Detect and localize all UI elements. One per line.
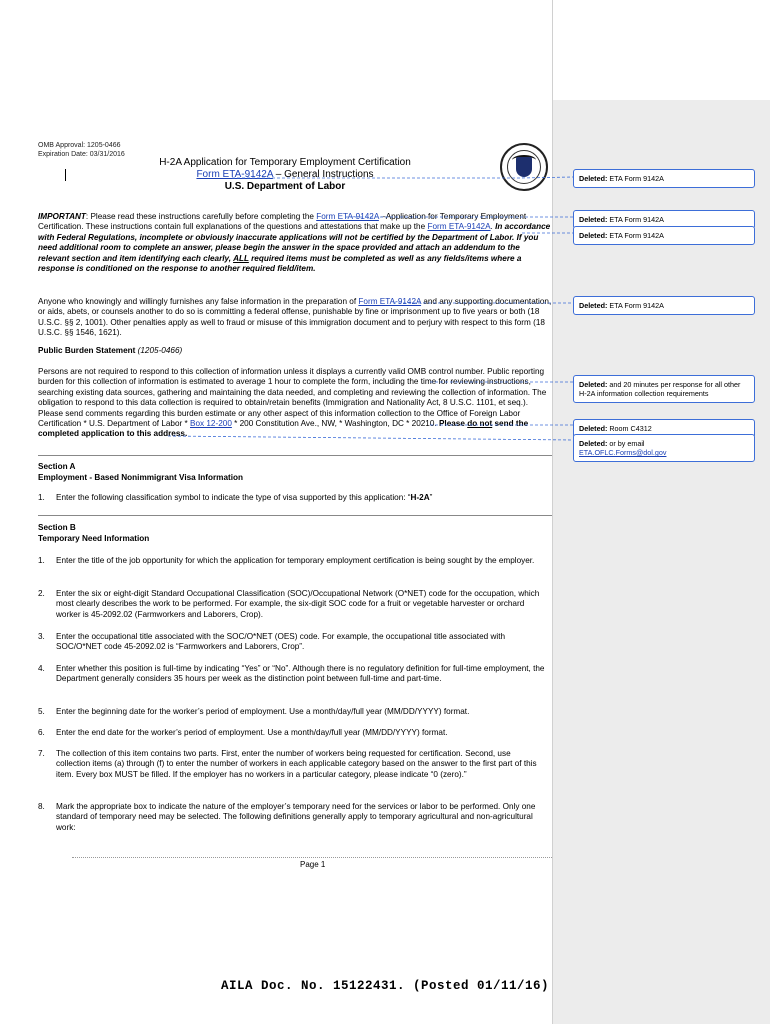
section-divider [38, 455, 552, 456]
inserted-box-number[interactable]: Box 12-200 [190, 419, 232, 429]
comment-balloon[interactable]: Deleted: ETA Form 9142A [573, 169, 755, 188]
penalty-paragraph[interactable]: Anyone who knowingly and willingly furnishes any false information in the preparation of Form ETA-9142A and any supporting documentation, or aids, abets, or counsels another to do so is committing a federal offense, punishable by fine or imprisonment up to five years or both (18 U.S.C. §§ 2, 1001). Other penalties apply as well to fraud or misuse of this immigration document and to perjury with respect to this form (18 U.S.C. §§ 1546, 1621). [38, 297, 552, 338]
burden-paragraph[interactable]: Persons are not required to respond to this collection of information unless it displays a currently valid OMB control number. Public reporting burden for this collection of information is estimated to average 1 hour to complete the form, including the time for reviewing instructions, searching existing data sources, gathering and maintaining the data needed, and completing and reviewing the collection of information. The obligation to respond to this data collection is required to obtain/retain benefits (Immigration and Nationality Act, 8 U.S.C. 1101, et seq.). Please send comments regarding this burden estimate or any other aspect of this information collection to the Office of Foreign Labor Certification * U.S. Department of Labor * Box 12-200 * 200 Constitution Ave., NW, * Washington, DC * 20210. Please do not send the completed application to this address. [38, 367, 547, 439]
omb-approval: OMB Approval: 1205-0466 [38, 142, 121, 149]
inserted-form-name[interactable]: Form ETA-9142A [358, 297, 422, 306]
important-paragraph[interactable]: IMPORTANT: Please read these instructions carefully before completing the Form ETA-9142A –Application for Temporary Employment Certification. These instructions contain full explanations of the questions and attestations that make up the Form ETA-9142A. In accordance with Federal Regulations, incomplete or obviously inaccurate applications will not be certified by the Department of Labor. If you need additional room to complete an answer, please begin the answer in the space provided and attach an addendum to the relevant section and item identifying each clearly, ALL required items must be completed as well as any fields/items where a response is conditioned on the response to another required field/item. [38, 212, 551, 274]
email-link[interactable]: ETA.OFLC.Forms@dol.gov [579, 448, 667, 457]
document-page: OMB Approval: 1205-0466 Expiration Date: 03/31/2016 H-2A Application for Temporary Employment Certification Form ETA-9142A – General Instructions U.S. Department of Labor IMPORTANT: Please read these instructions carefully before completing the Form ETA-9142A –Application for Temporary Employment Certification. These instructions contain full explanations of the questions and attestations that make up the Form ETA-9142A. In accordance with Federal Regulations, incomplete or obviously inaccurate applications will not be certified by the Department of Labor. If you need additional room to complete an answer, please begin the answer in the space provided and attach an addendum to the relevant section and item identifying each clearly, ALL required items must be completed as well as any fields/items where a response is conditioned on the response to another required field/item. Anyone who knowingly and willingly furnishes any false information in the preparation of Form ETA-9142A and any supporting documentation, or aids, abets, or counsels another to do so is committing a federal offense, punishable by fine or imprisonment up to five years or both (18 U.S.C. §§ 2, 1001). Other penalties apply as well to fraud or misuse of this immigration document and to perjury with respect to this form (18 U.S.C. §§ 1546, 1621). Public Burden Statement (1205-0466) Persons are not required to respond to this collection of information unless it displays a currently valid OMB control number. Public reporting burden for this collection of information is estimated to average 1 hour to complete the form, including the time for reviewing instructions, searching existing data sources, gathering and maintaining the data needed, and completing and reviewing the collection of information. The obligation to respond to this data collection is required to obtain/retain benefits (Immigration and Nationality Act, 8 U.S.C. 1101, et seq.). Please send comments regarding this burden estimate or any other aspect of this information collection to the Office of Foreign Labor Certification * U.S. Department of Labor * Box 12-200 * 200 Constitution Ave., NW, * Washington, DC * 20210. Please do not send the completed application to this address. Section A Employment - Based Nonimmigrant Visa Information 1. Enter the following classification symbol to indicate the type of visa supported by this application: “H-2A” Section B Temporary Need Information 1. Enter the title of the job opportunity for which the application for temporary employment certification is being sought by the employer. 2. Enter the six or eight-digit Standard Occupational Classification (SOC)/Occupational Network (O*NET) code for the occupation, which most clearly describes the work to be performed. For example, the six-digit SOC code for a fruit or vegetable harvester or orchard worker is 45-2092.02 (Farmworkers and Laborers, Crop). 3. Enter the occupational title associated with the SOC/O*NET (OES) code. For example, the occupational title associated with SOC/O*NET code 45-2092.02 is “Farmworkers and Laborers, Crop”. 4. Enter whether this position is full-time by indicating “Yes” or “No”. Although there is no regulatory definition for full-time employment, the Department generally considers 35 hours per week as the distinction point between full-time and part-time. 5. Enter the beginning date for the worker’s period of employment. Use a month/day/full year (MM/DD/YYYY) format. 6. Enter the end date for the worker’s period of employment. Use a month/day/full year (MM/DD/YYYY) format. 7. The collection of this item contains two parts. First, enter the number of workers being requested for certification. Second, use collection items (a) through (f) to enter the number of workers in each applicable category based on the answer to the first part of this item. Every box MUST be filled. If the employer has no workers in a particular category, please indicate “0 (zero).” 8. Mark the appropriate box to indicate the nature of the employer’s temporary need for the services or labor to be performed. Only one standard of temporary need may be selected. The following definitions generally apply to temporary agricultural and non-agricultural work: Page 1 [0, 0, 552, 1024]
margin-pane-top [553, 0, 770, 100]
burden-heading: Public Burden Statement (1205-0466) [38, 346, 183, 355]
omb-info [38, 141, 125, 159]
title-line-1: H-2A Application for Temporary Employment Certification [159, 157, 411, 168]
page-number: Page 1 [300, 860, 326, 869]
seal-shield [516, 157, 532, 177]
section-divider [38, 515, 552, 516]
document-title [150, 157, 420, 193]
comment-balloon[interactable]: Deleted: Room C4312 [573, 419, 755, 438]
aila-footer-stamp: AILA Doc. No. 15122431. (Posted 01/11/16) [220, 979, 550, 993]
dol-seal-icon [500, 143, 548, 191]
inserted-form-name[interactable]: Form ETA-9142A [196, 169, 273, 180]
comment-balloon[interactable]: Deleted: and 20 minutes per response for all other H-2A information collection requirements [573, 375, 755, 403]
section-b-heading: Section B Temporary Need Information [38, 523, 150, 543]
comment-balloon[interactable]: Deleted: ETA Form 9142A [573, 210, 755, 229]
expiration-date: Expiration Date: 03/31/2016 [38, 151, 125, 158]
section-a-heading: Section A Employment - Based Nonimmigrant Visa Information [38, 462, 244, 482]
text-cursor [65, 169, 66, 181]
title-agency: U.S. Department of Labor [224, 181, 346, 192]
comment-balloon[interactable]: Deleted: or by email ETA.OFLC.Forms@dol.gov [573, 434, 755, 462]
comment-balloon[interactable]: Deleted: ETA Form 9142A [573, 296, 755, 315]
comment-balloon[interactable]: Deleted: ETA Form 9142A [573, 226, 755, 245]
inserted-form-name[interactable]: Form ETA-9142A [316, 212, 379, 221]
title-line-2: Form ETA-9142A – General Instructions [196, 169, 374, 180]
markup-margin-pane [552, 0, 770, 1024]
inserted-form-name[interactable]: Form ETA-9142A [427, 222, 491, 232]
footer-divider [72, 857, 552, 858]
